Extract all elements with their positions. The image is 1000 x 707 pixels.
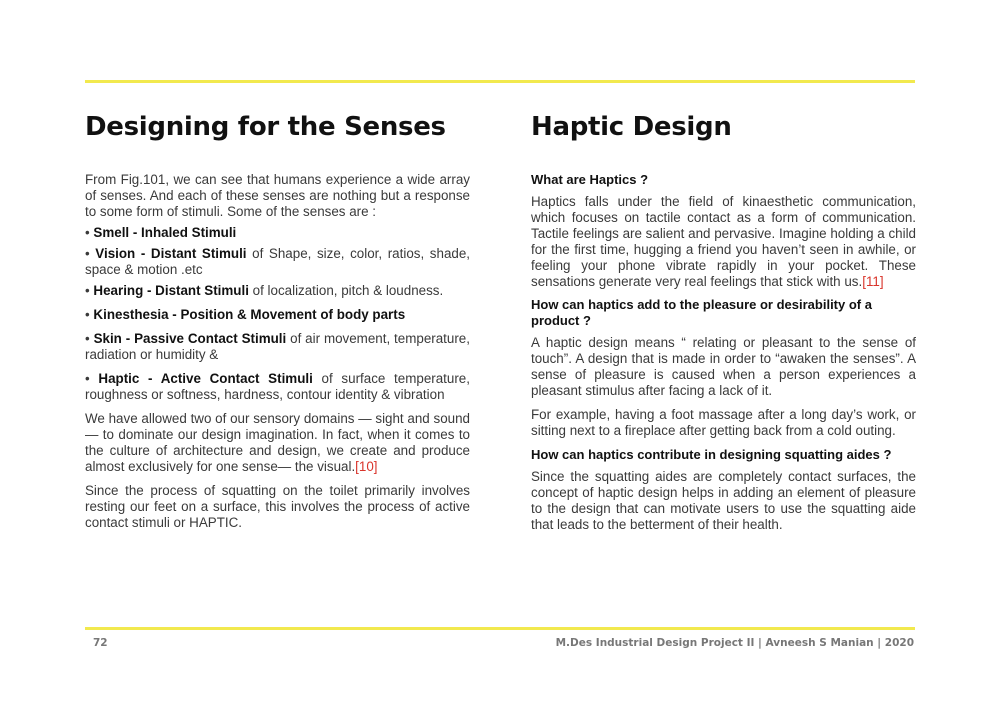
bullet-bold: Kinesthesia - Position & Movement of body parts: [93, 307, 406, 322]
bullet-smell: • Smell - Inhaled Stimuli: [85, 225, 237, 240]
reference-link[interactable]: [11]: [862, 274, 884, 289]
footer-credit: M.Des Industrial Design Project II | Avneesh S Manian | 2020: [555, 637, 914, 649]
right-column: [531, 110, 916, 533]
bullet-bold: Hearing - Distant Stimuli: [93, 283, 249, 298]
bullet-skin: • Skin - Passive Contact Stimuli of air movement, temperature, radiation or humidity &: [85, 331, 470, 362]
paragraph-text: We have allowed two of our sensory domains — sight and sound — to dominate our design imagination. In fact, when it comes to the culture of architecture and design, we create and produce almost exclusively for one sense— the visual.: [85, 411, 470, 474]
bullet-text: of Shape, size, color, ratios, shade, space & motion .etc: [85, 246, 471, 277]
intro-paragraph: From Fig.101, we can see that humans experience a wide array of senses. And each of these senses are nothing but a response to some form of stimuli. Some of the senses are :: [85, 172, 470, 219]
bullet-bold: Haptic - Active Contact Stimuli: [98, 371, 313, 386]
bullet-text: of surface temperature, roughness or softness, hardness, contour identity & vibration: [85, 371, 470, 402]
bullet-text: of localization, pitch & loudness.: [248, 283, 444, 298]
left-column: [85, 110, 470, 531]
question-heading: How can haptics add to the pleasure or desirability of a product ?: [531, 297, 872, 328]
bullet-kinesthesia: • Kinesthesia - Position & Movement of body parts: [85, 307, 406, 322]
answer-paragraph: For example, having a foot massage after a long day’s work, or sitting next to a fireplace after getting back from a cold outing.: [531, 407, 916, 438]
page-title-senses: Designing for the Senses: [85, 112, 446, 142]
sensory-domains-paragraph: [85, 411, 470, 475]
answer-paragraph: [531, 194, 916, 290]
bullet-bold: Vision - Distant Stimuli: [95, 246, 247, 261]
bullet-haptic: • Haptic - Active Contact Stimuli of surface temperature, roughness or softness, hardness, contour identity & vibration: [85, 371, 470, 402]
question-heading: What are Haptics ?: [531, 172, 649, 187]
page-number: 72: [93, 637, 108, 649]
answer-paragraph: Since the squatting aides are completely contact surfaces, the concept of haptic design helps in adding an element of pleasure to the design that can motivate users to use the squatting aide that leads to the betterment of their health.: [531, 469, 916, 532]
bottom-divider: [85, 627, 915, 630]
top-divider: [85, 80, 915, 83]
question-heading: How can haptics contribute in designing squatting aides ?: [531, 447, 892, 462]
bullet-bold: Smell - Inhaled Stimuli: [93, 225, 237, 240]
page-title-haptic: Haptic Design: [531, 112, 732, 142]
bullet-hearing: • Hearing - Distant Stimuli of localization, pitch & loudness.: [85, 283, 444, 298]
bullet-text: of air movement, temperature, radiation or humidity &: [85, 331, 470, 362]
bullet-vision: • Vision - Distant Stimuli of Shape, size, color, ratios, shade, space & motion .etc: [85, 246, 471, 277]
paragraph-text: Haptics falls under the field of kinaesthetic communication, which focuses on tactile contact as a form of communication. Tactile feelings are salient and pervasive. Imagine holding a child for the first time, hugging a friend you haven’t seen in awhile, or feeling your phone vibrate rapidly in your pocket. These sensations generate very real feelings that stick with us.: [531, 194, 916, 289]
reference-link[interactable]: [10]: [355, 459, 378, 474]
squatting-paragraph: Since the process of squatting on the toilet primarily involves resting our feet on a surface, this involves the process of active contact stimuli or HAPTIC.: [85, 483, 470, 530]
answer-paragraph: A haptic design means “ relating or pleasant to the sense of touch”. A design that is made in order to “awaken the senses”. A sense of pleasure is caused when a person experiences a pleasant stimulus after facing a lack of it.: [531, 335, 916, 398]
bullet-bold: Skin - Passive Contact Stimuli: [93, 331, 287, 346]
